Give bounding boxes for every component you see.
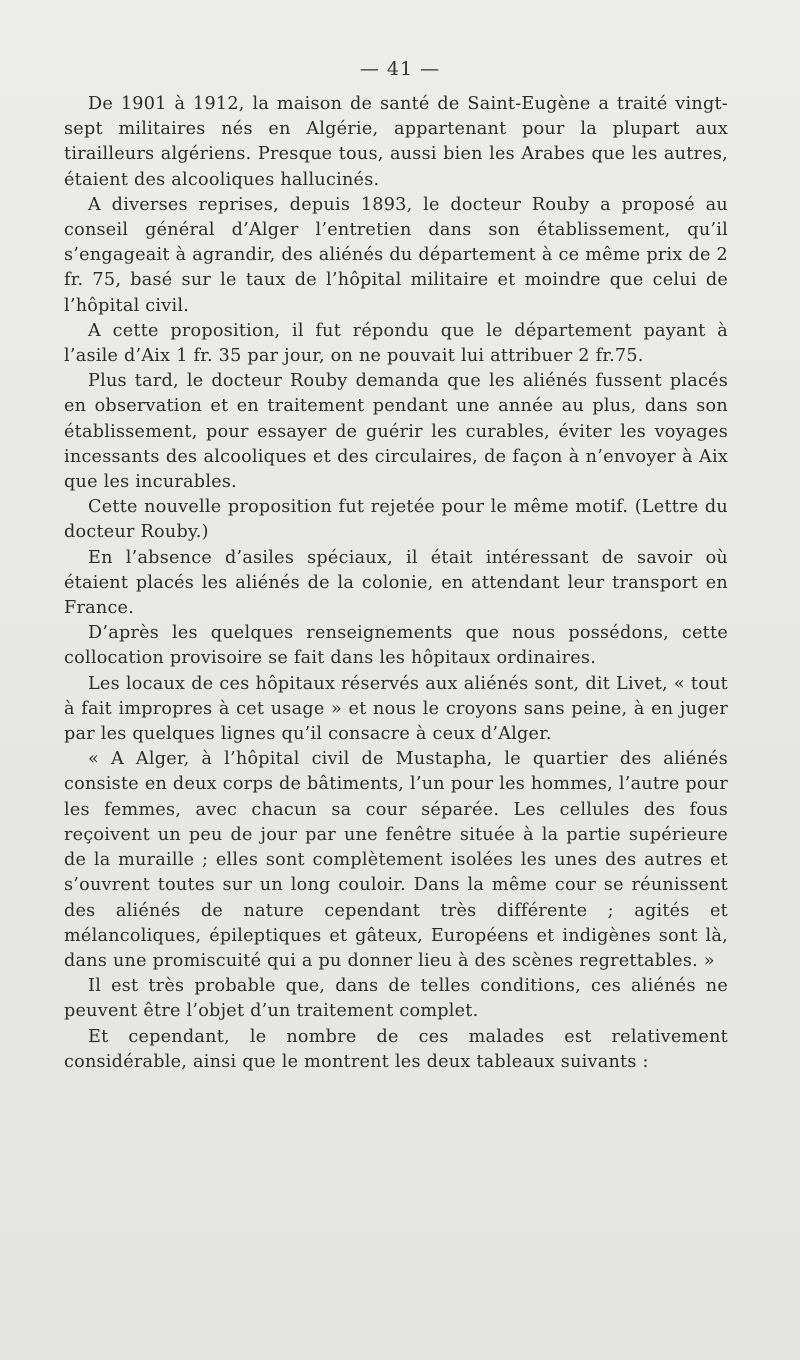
paragraph-3: A cette proposition, il fut répondu que le département payant à l’asile d’Aix 1 fr. 35 par jour, on ne pouvait lui attribuer 2 fr.75. xyxy=(64,320,728,367)
body-text xyxy=(64,92,728,1075)
paragraph-10: Il est très probable que, dans de telles conditions, ces aliénés ne peuvent être l’objet d’un traitement complet. xyxy=(64,976,728,1022)
paragraph-1: De 1901 à 1912, la maison de santé de Saint-Eugène a traité vingt-sept militaires nés en Algérie, appartenant pour la plupart aux tirailleurs algériens. Presque tous, aussi bien les Arabes que les autres, étaient des alcooliques hallucinés. xyxy=(64,94,728,190)
paragraph-5: Cette nouvelle proposition fut rejetée pour le même motif. (Lettre du docteur Rouby.) xyxy=(64,497,728,543)
page-number: — 41 — xyxy=(359,58,441,80)
paragraph-8: Les locaux de ces hôpitaux réservés aux aliénés sont, dit Livet, « tout à fait impropres à cet usage » et nous le croyons sans peine, à en juger par les quelques lignes qu’il consacre à ceux d’Alger. xyxy=(64,673,728,745)
paragraph-6: En l’absence d’asiles spéciaux, il était intéressant de savoir où étaient placés les aliénés de la colonie, en attendant leur transport en France. xyxy=(64,547,728,619)
paragraph-9-quotation: « A Alger, à l’hôpital civil de Mustapha, le quartier des aliénés consiste en deux corps de bâtiments, l’un pour les hommes, l’autre pour les femmes, avec chacun sa cour séparée. Les cellules des fous reçoivent un peu de jour par une fenêtre située à la partie supérieure de la muraille ; elles sont complètement isolées les unes des autres et s’ouvrent toutes sur un long couloir. Dans la même cour se réunissent des aliénés de nature cependant très différente ; agités et mélancoliques, épileptiques et gâteux, Européens et indigènes sont là, dans une promiscuité qui a pu donner lieu à des scènes regrettables. » xyxy=(64,749,728,971)
paragraph-11: Et cependant, le nombre de ces malades est relativement considérable, ainsi que le montrent les deux tableaux suivants : xyxy=(64,1026,728,1072)
paragraph-7: D’après les quelques renseignements que nous possédons, cette collocation provisoire se fait dans les hôpitaux ordinaires. xyxy=(64,623,728,669)
paragraph-4: Plus tard, le docteur Rouby demanda que les aliénés fussent placés en observation et en traitement pendant une année au plus, dans son établissement, pour essayer de guérir les curables, éviter les voyages incessants des alcooliques et des circulaires, de façon à n’envoyer à Aix que les incurables. xyxy=(64,371,728,493)
paragraph-2: A diverses reprises, depuis 1893, le docteur Rouby a proposé au conseil général d’Alger l’entretien dans son établissement, qu’il s’engageait à agrandir, des aliénés du département à ce même prix de 2 fr. 75, basé sur le taux de l’hôpital militaire et moindre que celui de l’hôpital civil. xyxy=(64,194,728,316)
